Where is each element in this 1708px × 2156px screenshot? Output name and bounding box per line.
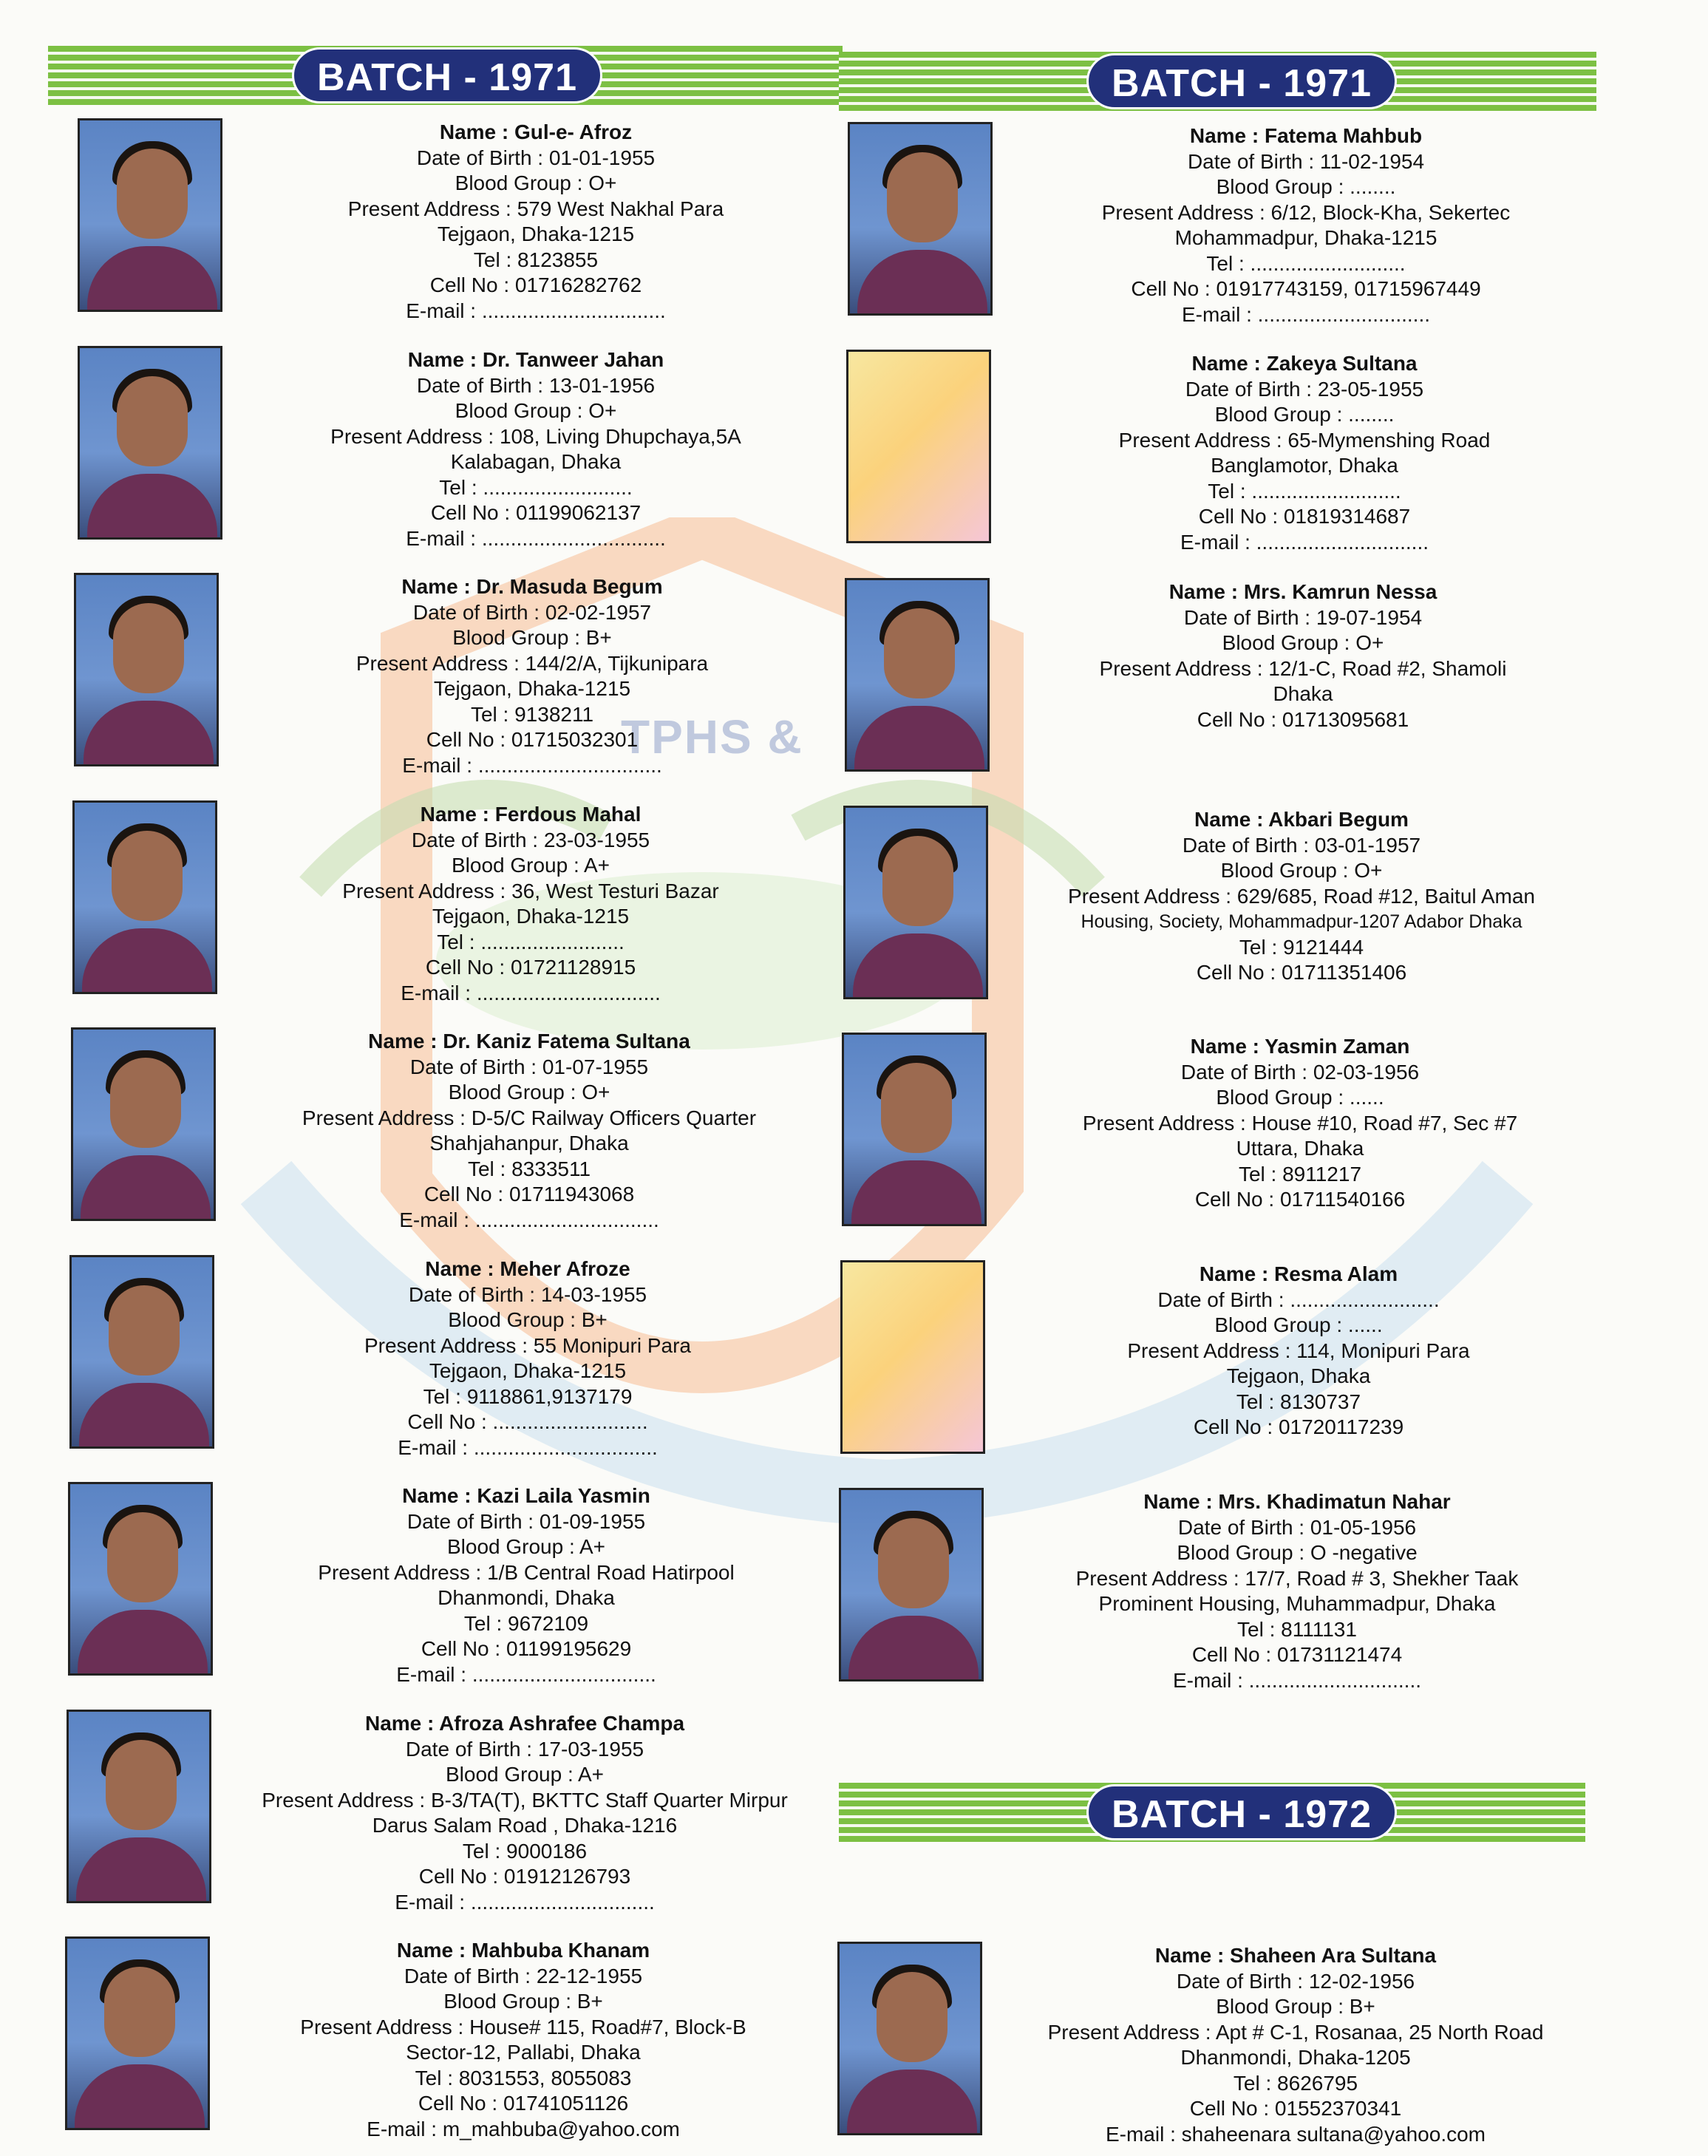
member-address: Present Address : 579 West Nakhal Para bbox=[347, 197, 724, 220]
member-tel: Tel : .......................... bbox=[439, 475, 633, 499]
member-address: Present Address : 108, Living Dhupchaya,5A bbox=[330, 424, 741, 448]
member-dob: Date of Birth : 02-03-1956 bbox=[1180, 1060, 1420, 1084]
member-email: E-mail : ................................ bbox=[401, 981, 661, 1004]
member-address-line2: Housing, Society, Mohammadpur-1207 Adabor Dhaka bbox=[1081, 911, 1522, 932]
member-address: Present Address : 144/2/A, Tijkunipara bbox=[355, 651, 709, 675]
member-address: Present Address : B-3/TA(T), BKTTC Staff Quarter Mirpur bbox=[262, 1788, 788, 1812]
member-photo bbox=[843, 806, 988, 999]
member-card bbox=[848, 122, 1609, 336]
member-cell: Cell No : 01741051126 bbox=[418, 2092, 629, 2115]
member-card bbox=[839, 1488, 1600, 1702]
member-photo bbox=[848, 122, 993, 316]
member-cell: Cell No : 01716282762 bbox=[429, 273, 642, 296]
member-address: Present Address : 12/1-C, Road #2, Shamoli bbox=[1099, 656, 1507, 680]
member-address-line2: Darus Salam Road , Dhaka-1216 bbox=[372, 1814, 678, 1837]
member-address-line2: Dhanmondi, Dhaka-1205 bbox=[1180, 2046, 1411, 2069]
member-blood-group: Blood Group : O+ bbox=[1222, 631, 1384, 654]
member-name: Name : Afroza Ashrafee Champa bbox=[364, 1712, 685, 1735]
member-name: Name : Resma Alam bbox=[1199, 1262, 1398, 1285]
member-blood-group: Blood Group : B+ bbox=[1216, 1995, 1375, 2018]
member-name: Name : Dr. Kaniz Fatema Sultana bbox=[368, 1030, 690, 1053]
member-dob: Date of Birth : 01-01-1955 bbox=[416, 146, 656, 169]
member-dob: Date of Birth : 17-03-1955 bbox=[405, 1737, 644, 1761]
member-email: E-mail : .............................. bbox=[1181, 302, 1431, 326]
member-blood-group: Blood Group : ........ bbox=[1216, 175, 1396, 198]
member-email: E-mail : ................................ bbox=[406, 526, 666, 550]
member-address-line2: Shahjahanpur, Dhaka bbox=[429, 1132, 629, 1154]
member-tel: Tel : 9000186 bbox=[462, 1839, 588, 1863]
member-name: Name : Akbari Begum bbox=[1194, 808, 1409, 831]
member-photo bbox=[72, 800, 217, 994]
member-address-line2: Uttara, Dhaka bbox=[1236, 1137, 1364, 1160]
member-card bbox=[843, 806, 1605, 1020]
member-address-line2: Banglamotor, Dhaka bbox=[1211, 454, 1398, 477]
member-name: Name : Kazi Laila Yasmin bbox=[402, 1484, 650, 1507]
member-address: Present Address : 36, West Testuri Bazar bbox=[342, 879, 719, 902]
member-card bbox=[840, 1260, 1602, 1475]
member-address-line2: Tejgaon, Dhaka-1215 bbox=[429, 1359, 627, 1382]
batch-banner-right bbox=[839, 52, 1596, 111]
member-card bbox=[845, 578, 1606, 792]
member-name: Name : Mrs. Khadimatun Nahar bbox=[1143, 1490, 1451, 1513]
member-blood-group: Blood Group : O+ bbox=[455, 399, 617, 422]
member-cell: Cell No : 01711540166 bbox=[1194, 1188, 1406, 1211]
member-address-line2: Dhanmondi, Dhaka bbox=[438, 1586, 615, 1609]
member-photo-placeholder bbox=[846, 350, 991, 543]
batch-title: BATCH - 1972 bbox=[1086, 1784, 1397, 1840]
batch-banner-1972 bbox=[839, 1783, 1585, 1842]
member-email: E-mail : .............................. bbox=[1172, 1668, 1422, 1692]
member-blood-group: Blood Group : B+ bbox=[452, 626, 612, 649]
member-name: Name : Dr. Masuda Begum bbox=[401, 575, 663, 598]
member-cell: Cell No : 01552370341 bbox=[1189, 2097, 1402, 2120]
member-blood-group: Blood Group : A+ bbox=[445, 1763, 605, 1786]
member-dob: Date of Birth : 11-02-1954 bbox=[1187, 149, 1425, 173]
member-email: E-mail : .............................. bbox=[1180, 530, 1429, 554]
member-address: Present Address : 114, Monipuri Para bbox=[1127, 1339, 1470, 1362]
member-blood-group: Blood Group : O+ bbox=[1220, 859, 1383, 882]
member-address: Present Address : 1/B Central Road Hatirpool bbox=[318, 1560, 735, 1584]
member-cell: Cell No : 01711943068 bbox=[423, 1183, 635, 1205]
member-blood-group: Blood Group : ........ bbox=[1214, 403, 1395, 426]
member-cell: Cell No : 01720117239 bbox=[1193, 1415, 1404, 1438]
member-tel: Tel : 8123855 bbox=[473, 248, 599, 271]
member-cell: Cell No : ........................... bbox=[407, 1410, 648, 1433]
batch-banner-left bbox=[48, 46, 843, 105]
member-address: Present Address : 55 Monipuri Para bbox=[364, 1333, 691, 1357]
member-name: Name : Shaheen Ara Sultana bbox=[1154, 1944, 1437, 1967]
member-name: Name : Yasmin Zaman bbox=[1190, 1035, 1410, 1058]
member-dob: Date of Birth : 02-02-1957 bbox=[412, 600, 652, 624]
member-email: E-mail : ................................ bbox=[406, 299, 666, 322]
member-card bbox=[72, 800, 834, 1015]
member-card bbox=[837, 1942, 1599, 2156]
member-tel: Tel : 9121444 bbox=[1239, 935, 1364, 959]
member-email: E-mail : ................................ bbox=[396, 1662, 656, 1686]
member-email: E-mail : m_mahbuba@yahoo.com bbox=[367, 2117, 680, 2140]
member-tel: Tel : 8031553, 8055083 bbox=[415, 2066, 632, 2089]
watermark-text: TPHS & bbox=[621, 710, 803, 764]
member-photo bbox=[74, 573, 219, 766]
member-address-line2: Tejgaon, Dhaka bbox=[1226, 1364, 1371, 1387]
member-card bbox=[74, 573, 835, 787]
member-address: Present Address : Apt # C-1, Rosanaa, 25 North Road bbox=[1047, 2020, 1544, 2044]
member-dob: Date of Birth : 23-05-1955 bbox=[1185, 377, 1424, 401]
member-address-line2: Tejgaon, Dhaka-1215 bbox=[433, 677, 631, 700]
member-dob: Date of Birth : .......................... bbox=[1157, 1288, 1440, 1311]
member-name: Name : Meher Afroze bbox=[425, 1257, 630, 1280]
member-address-line2: Mohammadpur, Dhaka-1215 bbox=[1174, 226, 1437, 249]
member-blood-group: Blood Group : O -negative bbox=[1177, 1541, 1418, 1564]
member-tel: Tel : 8111131 bbox=[1237, 1617, 1357, 1641]
member-cell: Cell No : 01917743159, 01715967449 bbox=[1131, 277, 1481, 300]
member-card bbox=[65, 1936, 826, 2151]
member-card bbox=[69, 1255, 831, 1469]
member-address-line2: Tejgaon, Dhaka-1215 bbox=[432, 905, 630, 928]
member-tel: Tel : ........................... bbox=[1206, 251, 1406, 275]
member-name: Name : Mahbuba Khanam bbox=[396, 1939, 650, 1962]
member-address: Present Address : 6/12, Block-Kha, Sekertec bbox=[1101, 200, 1511, 224]
member-cell: Cell No : 01711351406 bbox=[1196, 961, 1407, 984]
member-card bbox=[68, 1482, 829, 1696]
member-card bbox=[78, 118, 839, 333]
member-dob: Date of Birth : 22-12-1955 bbox=[404, 1964, 643, 1987]
member-address: Present Address : House# 115, Road#7, Block-B bbox=[300, 2015, 746, 2038]
member-photo bbox=[845, 578, 990, 772]
member-card bbox=[67, 1710, 828, 1924]
member-blood-group: Blood Group : O+ bbox=[448, 1081, 610, 1103]
member-tel: Tel : 8130737 bbox=[1236, 1390, 1361, 1413]
member-address-line2: Tejgaon, Dhaka-1215 bbox=[437, 222, 635, 245]
member-email: E-mail : ................................ bbox=[402, 753, 662, 777]
member-card bbox=[71, 1027, 832, 1242]
member-address-line2: Sector-12, Pallabi, Dhaka bbox=[406, 2041, 641, 2064]
member-email: E-mail : ................................ bbox=[399, 1208, 659, 1231]
member-cell: Cell No : 01912126793 bbox=[418, 1865, 631, 1888]
member-tel: Tel : 9118861,9137179 bbox=[423, 1384, 633, 1408]
member-address-line2: Kalabagan, Dhaka bbox=[450, 450, 622, 473]
member-dob: Date of Birth : 19-07-1954 bbox=[1183, 605, 1423, 629]
member-name: Name : Gul-e- Afroz bbox=[439, 120, 633, 143]
member-cell: Cell No : 01199195629 bbox=[421, 1637, 632, 1660]
member-dob: Date of Birth : 13-01-1956 bbox=[416, 373, 656, 397]
member-photo bbox=[837, 1942, 982, 2135]
member-photo bbox=[78, 118, 222, 312]
member-name: Name : Zakeya Sultana bbox=[1191, 352, 1418, 375]
member-dob: Date of Birth : 01-07-1955 bbox=[409, 1055, 649, 1078]
member-dob: Date of Birth : 01-09-1955 bbox=[406, 1509, 646, 1533]
member-address: Present Address : 629/685, Road #12, Baitul Aman bbox=[1068, 884, 1535, 908]
member-card bbox=[78, 346, 839, 560]
member-blood-group: Blood Group : O+ bbox=[455, 171, 617, 194]
member-card bbox=[842, 1033, 1603, 1247]
member-address: Present Address : 65-Mymenshing Road bbox=[1118, 428, 1491, 452]
member-cell: Cell No : 01819314687 bbox=[1198, 505, 1411, 528]
member-photo bbox=[842, 1033, 987, 1226]
member-cell: Cell No : 01731121474 bbox=[1191, 1643, 1403, 1666]
member-photo-placeholder bbox=[840, 1260, 985, 1454]
member-email: E-mail : shaheenara sultana@yahoo.com bbox=[1105, 2122, 1486, 2146]
member-photo bbox=[839, 1488, 984, 1681]
member-tel: Tel : 8911217 bbox=[1238, 1162, 1362, 1186]
batch-title: BATCH - 1971 bbox=[1086, 53, 1397, 109]
member-dob: Date of Birth : 03-01-1957 bbox=[1182, 833, 1421, 857]
member-blood-group: Blood Group : ...... bbox=[1214, 1313, 1383, 1336]
member-blood-group: Blood Group : A+ bbox=[446, 1535, 606, 1558]
member-blood-group: Blood Group : ...... bbox=[1216, 1086, 1384, 1109]
member-cell: Cell No : 01713095681 bbox=[1197, 707, 1409, 731]
batch-title: BATCH - 1971 bbox=[292, 47, 602, 103]
member-email: E-mail : ................................ bbox=[398, 1435, 658, 1459]
member-address: Present Address : D-5/C Railway Officers Quarter bbox=[302, 1106, 757, 1129]
member-email: E-mail : ................................ bbox=[395, 1890, 655, 1914]
member-name: Name : Dr. Tanweer Jahan bbox=[407, 348, 664, 371]
member-tel: Tel : 8333511 bbox=[467, 1157, 591, 1180]
member-cell: Cell No : 01715032301 bbox=[426, 728, 639, 751]
member-cell: Cell No : 01199062137 bbox=[430, 501, 642, 524]
member-tel: Tel : 9672109 bbox=[463, 1611, 589, 1635]
member-address-line2: Prominent Housing, Muhammadpur, Dhaka bbox=[1098, 1592, 1496, 1615]
member-tel: Tel : 8626795 bbox=[1233, 2071, 1358, 2095]
member-name: Name : Fatema Mahbub bbox=[1189, 124, 1423, 147]
member-photo bbox=[68, 1482, 213, 1676]
member-name: Name : Ferdous Mahal bbox=[420, 803, 642, 826]
member-tel: Tel : ......................... bbox=[437, 930, 625, 953]
member-blood-group: Blood Group : B+ bbox=[443, 1990, 603, 2013]
member-address-line2: Dhaka bbox=[1273, 682, 1333, 705]
member-tel: Tel : 9138211 bbox=[470, 702, 594, 726]
member-dob: Date of Birth : 12-02-1956 bbox=[1176, 1969, 1415, 1993]
member-card bbox=[846, 350, 1607, 564]
member-dob: Date of Birth : 01-05-1956 bbox=[1177, 1515, 1417, 1539]
member-photo bbox=[69, 1255, 214, 1449]
member-photo bbox=[71, 1027, 216, 1221]
member-address: Present Address : House #10, Road #7, Sec #7 bbox=[1082, 1111, 1518, 1135]
member-photo bbox=[65, 1936, 210, 2130]
member-address: Present Address : 17/7, Road # 3, Shekher Taak bbox=[1075, 1566, 1519, 1590]
member-cell: Cell No : 01721128915 bbox=[425, 956, 636, 979]
member-photo bbox=[78, 346, 222, 540]
member-tel: Tel : .......................... bbox=[1208, 479, 1401, 503]
member-blood-group: Blood Group : B+ bbox=[448, 1308, 608, 1331]
member-name: Name : Mrs. Kamrun Nessa bbox=[1168, 580, 1437, 603]
member-dob: Date of Birth : 14-03-1955 bbox=[408, 1282, 647, 1306]
member-photo bbox=[67, 1710, 211, 1903]
member-blood-group: Blood Group : A+ bbox=[451, 854, 610, 877]
member-dob: Date of Birth : 23-03-1955 bbox=[411, 828, 650, 851]
